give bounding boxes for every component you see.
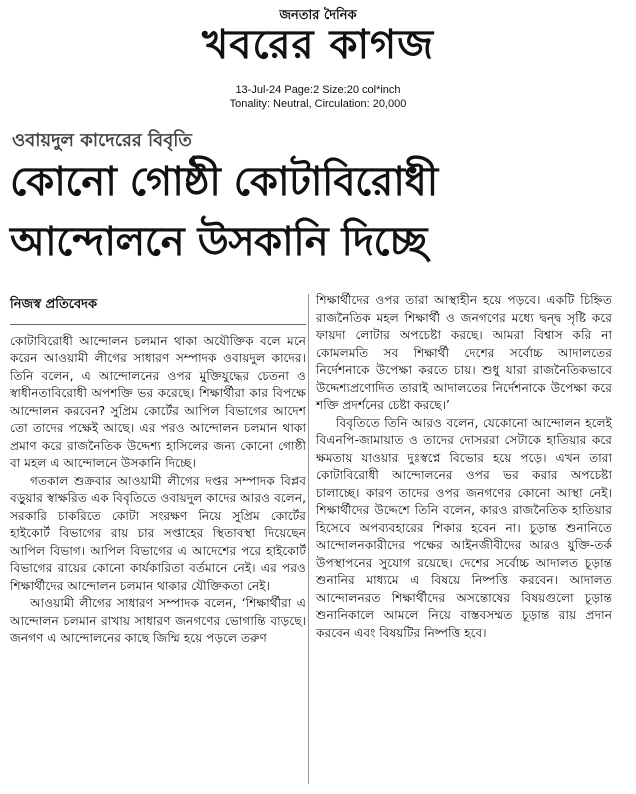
article-byline: নিজস্ব প্রতিবেদক bbox=[10, 297, 98, 312]
article-paragraph: গতকাল শুক্রবার আওয়ামী লীগের দপ্তর সম্পাদক বিপ্লব বড়ুয়ার স্বাক্ষরিত এক বিবৃতিতে ওবায়দুল কাদের আরও বলেন, সরকারি চাকরিতে কোটা সংরক্ষণ নিয়ে সুপ্রিম কোর্টের হাইকোর্ট বিভাগের রায় চার সপ্তাহের স্থিতাবস্থা দিয়েছেন আপিল বিভাগ। আপিল বিভাগের এ আদেশের পরে হাইকোর্ট বিভাগের রায়ের কোনো কার্যকারিতা বর্তমানে নেই। এর পরও শিক্ষার্থীদের আন্দোলন চলমান থাকার যৌক্তিকতা নেই। bbox=[10, 473, 306, 593]
clipping-meta-tonality: Tonality: Neutral, Circulation: 20,000 bbox=[229, 98, 407, 110]
newspaper-tagline: জনতার দৈনিক bbox=[279, 8, 357, 23]
newspaper-name: খবরের কাগজ bbox=[201, 22, 435, 68]
article-column-left bbox=[10, 296, 306, 648]
article-clipping bbox=[8, 114, 628, 790]
byline-divider bbox=[10, 324, 306, 325]
article-paragraph: কোটাবিরোধী আন্দোলন চলমান থাকা অযৌক্তিক বলে মনে করেন আওয়ামী লীগের সাধারণ সম্পাদক ওবায়দুল কাদের। তিনি বলেন, এ আন্দোলনের ওপর মুক্তিযুদ্ধের চেতনা ও স্বাধীনতাবিরোধী অপশক্তি ভর করেছে। শিক্ষার্থীরা কার বিপক্ষে আন্দোলন করবেন? সুপ্রিম কোর্টের আপিল বিভাগের আদেশ তো তাদের পক্ষেই আছে। এর পরও আন্দোলন চলমান থাকা প্রমাণ করে রাজনৈতিক উদ্দেশ্য হাসিলের জন্য কোনো গোষ্ঠী বা মহল এ আন্দোলনে উসকানি দিচ্ছে। bbox=[10, 333, 306, 470]
article-paragraph: শিক্ষার্থীদের ওপর তারা আস্থাহীন হয়ে পড়বে। একটি চিহ্নিত রাজনৈতিক মহল শিক্ষার্থী ও জনগণের মধ্যে দ্বন্দ্ব সৃষ্টি করে ফায়দা লোটার অপচেষ্টা করছে। আমরা বিশ্বাস করি না কোমলমতি সব শিক্ষার্থী দেশের সর্বোচ্চ আদালতের নির্দেশনাকে উপেক্ষা করতে চায়। শুধু যারা রাজনৈতিকভাবে উদ্দেশ্যপ্রণোদিত তারাই আদালতের নির্দেশনাকে উপেক্ষা করে শক্তি প্রদর্শনের চেষ্টা করছে।’ bbox=[316, 293, 612, 412]
article-headline: কোনো গোষ্ঠী কোটাবিরোধী আন্দোলনে উসকানি দিচ্ছে bbox=[10, 159, 438, 265]
clipping-meta-date-size: 13-Jul-24 Page:2 Size:20 col*inch bbox=[235, 84, 401, 96]
article-paragraph: বিবৃতিতে তিনি আরও বলেন, যেকোনো আন্দোলন হলেই বিএনপি-জামায়াত ও তাদের দোসররা সেটাকে হাতিয়ার করে ক্ষমতায় যাওয়ার দুঃস্বপ্নে বিভোর হয়ে পড়ে। এখন তারা কোটাবিরোধী আন্দোলনের ওপর ভর করার অপচেষ্টা চালাচ্ছে। কারণ তাদের ওপর জনগণের কোনো আস্থা নেই। শিক্ষার্থীদের উদ্দেশে তিনি বলেন, কারও রাজনৈতিক হাতিয়ার হিসেবে অপব্যবহারের শিকার হবেন না। চূড়ান্ত শুনানিতে আন্দোলনকারীদের পক্ষের আইনজীবীদের আরও যুক্তি-তর্ক উপস্থাপনের সুযোগ রয়েছে। দেশের সর্বোচ্চ আদালত চূড়ান্ত শুনানির মাধ্যমে এ বিষয়ে নিষ্পত্তি করবেন। আদালত আন্দোলনরত শিক্ষার্থীদের অসন্তোষের বিষয়গুলো চূড়ান্ত শুনানিকালে আমলে নিয়ে বাস্তবসম্মত চূড়ান্ত রায় প্রদান করবেন এবং বিষয়টির নিষ্পত্তি হবে। bbox=[316, 415, 612, 640]
article-paragraph: আওয়ামী লীগের সাধারণ সম্পাদক বলেন, ‘শিক্ষার্থীরা এ আন্দোলন চলমান রাখায় সাধারণ জনগণের ভোগান্তি বাড়ছে। জনগণ এ আন্দোলনের কাছে জিম্মি হয়ে পড়লে তরুণ bbox=[10, 596, 306, 645]
article-kicker: ওবায়দুল কাদেরের বিবৃতি bbox=[12, 130, 192, 151]
column-divider bbox=[308, 294, 309, 784]
article-column-right bbox=[316, 292, 612, 642]
